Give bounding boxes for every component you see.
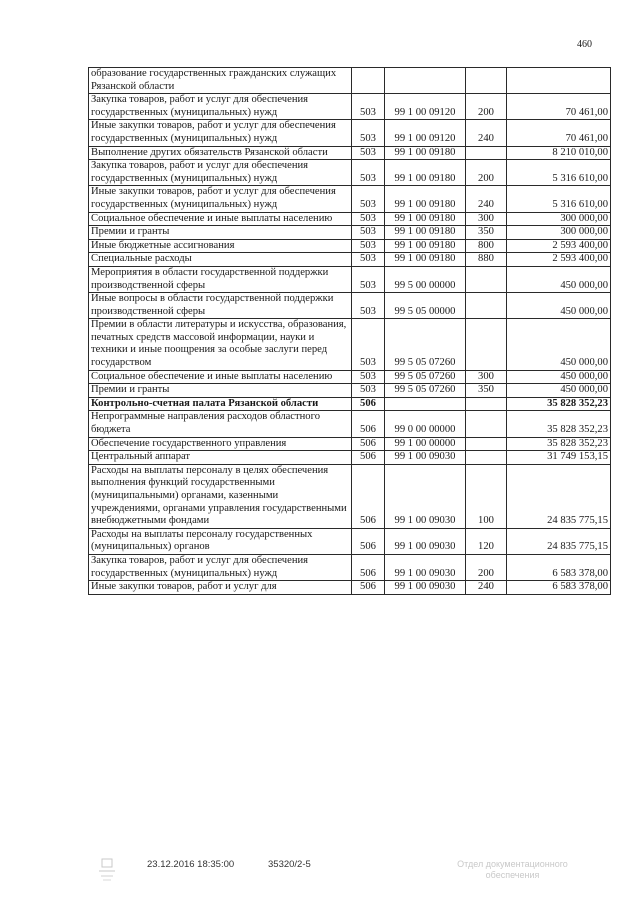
cell-ved: 503: [352, 146, 385, 160]
cell-csr: 99 1 00 09030: [385, 451, 466, 465]
cell-csr: [385, 397, 466, 411]
cell-csr: 99 1 00 09180: [385, 239, 466, 253]
footer-date: 23.12.2016 18:35:00: [147, 859, 235, 870]
cell-csr: 99 1 00 09180: [385, 146, 466, 160]
cell-sum: 6 583 378,00: [507, 581, 611, 595]
cell-ved: 503: [352, 226, 385, 240]
cell-csr: 99 5 05 07260: [385, 384, 466, 398]
cell-vr: 300: [466, 370, 507, 384]
table-row: [89, 464, 611, 528]
cell-ved: 506: [352, 397, 385, 411]
table-row: [89, 319, 611, 370]
cell-name: Социальное обеспечение и иные выплаты населению: [89, 370, 352, 384]
cell-csr: 99 1 00 00000: [385, 437, 466, 451]
cell-name: Выполнение других обязательств Рязанской области: [89, 146, 352, 160]
page-footer: [0, 857, 640, 897]
cell-sum: 35 828 352,23: [507, 397, 611, 411]
cell-vr: [466, 451, 507, 465]
cell-name: Закупка товаров, работ и услуг для обеспечения государственных (муниципальных) нужд: [89, 94, 352, 120]
table-row: [89, 451, 611, 465]
cell-name: Расходы на выплаты персоналу государственных (муниципальных) органов: [89, 528, 352, 554]
cell-sum: 35 828 352,23: [507, 437, 611, 451]
cell-name: Премии и гранты: [89, 226, 352, 240]
cell-vr: [466, 266, 507, 292]
cell-sum: [507, 68, 611, 94]
cell-csr: 99 1 00 09030: [385, 464, 466, 528]
cell-sum: 2 593 400,00: [507, 239, 611, 253]
cell-ved: 506: [352, 581, 385, 595]
cell-ved: 503: [352, 120, 385, 146]
cell-sum: 6 583 378,00: [507, 554, 611, 580]
table-row: [89, 581, 611, 595]
footer-org-line1: Отдел документационного: [457, 859, 568, 869]
cell-vr: 200: [466, 160, 507, 186]
cell-csr: 99 5 05 07260: [385, 319, 466, 370]
table-row: [89, 554, 611, 580]
cell-sum: 5 316 610,00: [507, 160, 611, 186]
table-row: [89, 94, 611, 120]
cell-name: Иные бюджетные ассигнования: [89, 239, 352, 253]
footer-org-watermark: [445, 859, 580, 881]
cell-vr: 240: [466, 581, 507, 595]
cell-csr: 99 5 00 00000: [385, 266, 466, 292]
cell-name: Расходы на выплаты персоналу в целях обеспечения выполнения функций государственными (муниципальными) органами, казенными учреждениями, органами управления государственными внебюджетными фондами: [89, 464, 352, 528]
cell-ved: 503: [352, 384, 385, 398]
cell-name: Иные вопросы в области государственной поддержки производственной сферы: [89, 293, 352, 319]
cell-ved: 503: [352, 293, 385, 319]
cell-ved: 506: [352, 554, 385, 580]
cell-ved: 506: [352, 437, 385, 451]
cell-name: Иные закупки товаров, работ и услуг для обеспечения государственных (муниципальных) нужд: [89, 186, 352, 212]
cell-vr: 880: [466, 253, 507, 267]
cell-vr: 240: [466, 186, 507, 212]
table-row: [89, 253, 611, 267]
cell-sum: 5 316 610,00: [507, 186, 611, 212]
cell-name: Непрограммные направления расходов областного бюджета: [89, 411, 352, 437]
cell-csr: 99 1 00 09180: [385, 186, 466, 212]
cell-name: Премии в области литературы и искусства, образования, печатных средств массовой информации, науки и техники и иные поощрения за особые заслуги перед государством: [89, 319, 352, 370]
table-row: [89, 384, 611, 398]
cell-ved: [352, 68, 385, 94]
cell-ved: 503: [352, 94, 385, 120]
cell-ved: 506: [352, 411, 385, 437]
cell-csr: 99 1 00 09180: [385, 160, 466, 186]
cell-sum: 300 000,00: [507, 212, 611, 226]
cell-csr: 99 1 00 09030: [385, 528, 466, 554]
table-row: [89, 226, 611, 240]
table-row: [89, 160, 611, 186]
cell-vr: 800: [466, 239, 507, 253]
cell-csr: 99 1 00 09030: [385, 554, 466, 580]
cell-sum: 450 000,00: [507, 319, 611, 370]
cell-ved: 503: [352, 266, 385, 292]
cell-name: Мероприятия в области государственной поддержки производственной сферы: [89, 266, 352, 292]
table-row: [89, 266, 611, 292]
cell-ved: 503: [352, 319, 385, 370]
table-row: [89, 528, 611, 554]
cell-vr: 350: [466, 384, 507, 398]
cell-name: Центральный аппарат: [89, 451, 352, 465]
cell-ved: 503: [352, 239, 385, 253]
cell-name: Специальные расходы: [89, 253, 352, 267]
cell-ved: 503: [352, 370, 385, 384]
cell-vr: [466, 293, 507, 319]
cell-vr: [466, 68, 507, 94]
cell-ved: 506: [352, 528, 385, 554]
cell-vr: 240: [466, 120, 507, 146]
cell-vr: 350: [466, 226, 507, 240]
table-row: [89, 186, 611, 212]
cell-csr: 99 1 00 09120: [385, 94, 466, 120]
footer-org-line2: обеспечения: [485, 870, 540, 880]
cell-ved: 506: [352, 451, 385, 465]
table-row: [89, 437, 611, 451]
cell-name: Контрольно-счетная палата Рязанской области: [89, 397, 352, 411]
cell-csr: 99 0 00 00000: [385, 411, 466, 437]
cell-ved: 503: [352, 186, 385, 212]
cell-vr: [466, 319, 507, 370]
cell-sum: 8 210 010,00: [507, 146, 611, 160]
cell-vr: [466, 146, 507, 160]
cell-vr: [466, 437, 507, 451]
cell-sum: 450 000,00: [507, 370, 611, 384]
cell-csr: 99 5 05 00000: [385, 293, 466, 319]
cell-sum: 2 593 400,00: [507, 253, 611, 267]
cell-sum: 24 835 775,15: [507, 464, 611, 528]
cell-name: Социальное обеспечение и иные выплаты населению: [89, 212, 352, 226]
cell-csr: 99 5 05 07260: [385, 370, 466, 384]
table-row: [89, 293, 611, 319]
cell-vr: 200: [466, 554, 507, 580]
table-row: [89, 146, 611, 160]
cell-sum: 450 000,00: [507, 384, 611, 398]
cell-ved: 503: [352, 212, 385, 226]
footer-doc-number: 35320/2-5: [268, 859, 311, 870]
cell-vr: [466, 397, 507, 411]
cell-vr: 200: [466, 94, 507, 120]
cell-sum: 24 835 775,15: [507, 528, 611, 554]
cell-vr: 300: [466, 212, 507, 226]
cell-sum: 35 828 352,23: [507, 411, 611, 437]
cell-name: Иные закупки товаров, работ и услуг для обеспечения государственных (муниципальных) нужд: [89, 120, 352, 146]
cell-vr: [466, 411, 507, 437]
cell-csr: [385, 68, 466, 94]
cell-csr: 99 1 00 09180: [385, 226, 466, 240]
cell-csr: 99 1 00 09120: [385, 120, 466, 146]
cell-name: Закупка товаров, работ и услуг для обеспечения государственных (муниципальных) нужд: [89, 160, 352, 186]
stamp-icon: [96, 857, 118, 883]
cell-csr: 99 1 00 09030: [385, 581, 466, 595]
cell-vr: 120: [466, 528, 507, 554]
cell-name: Иные закупки товаров, работ и услуг для: [89, 581, 352, 595]
cell-sum: 70 461,00: [507, 94, 611, 120]
cell-ved: 503: [352, 160, 385, 186]
cell-sum: 300 000,00: [507, 226, 611, 240]
table-row: [89, 370, 611, 384]
table-row: [89, 120, 611, 146]
cell-ved: 503: [352, 253, 385, 267]
cell-name: образование государственных гражданских служащих Рязанской области: [89, 68, 352, 94]
cell-name: Премии и гранты: [89, 384, 352, 398]
cell-vr: 100: [466, 464, 507, 528]
cell-name: Закупка товаров, работ и услуг для обеспечения государственных (муниципальных) нужд: [89, 554, 352, 580]
page-number: 460: [577, 39, 592, 50]
cell-csr: 99 1 00 09180: [385, 212, 466, 226]
cell-sum: 450 000,00: [507, 293, 611, 319]
table-row: [89, 239, 611, 253]
table-row: [89, 68, 611, 94]
cell-name: Обеспечение государственного управления: [89, 437, 352, 451]
table-row: [89, 411, 611, 437]
cell-sum: 31 749 153,15: [507, 451, 611, 465]
cell-csr: 99 1 00 09180: [385, 253, 466, 267]
cell-ved: 506: [352, 464, 385, 528]
table-row: [89, 212, 611, 226]
budget-table-body: [89, 68, 611, 595]
cell-sum: 450 000,00: [507, 266, 611, 292]
cell-sum: 70 461,00: [507, 120, 611, 146]
budget-table: [88, 67, 611, 595]
table-row: [89, 397, 611, 411]
